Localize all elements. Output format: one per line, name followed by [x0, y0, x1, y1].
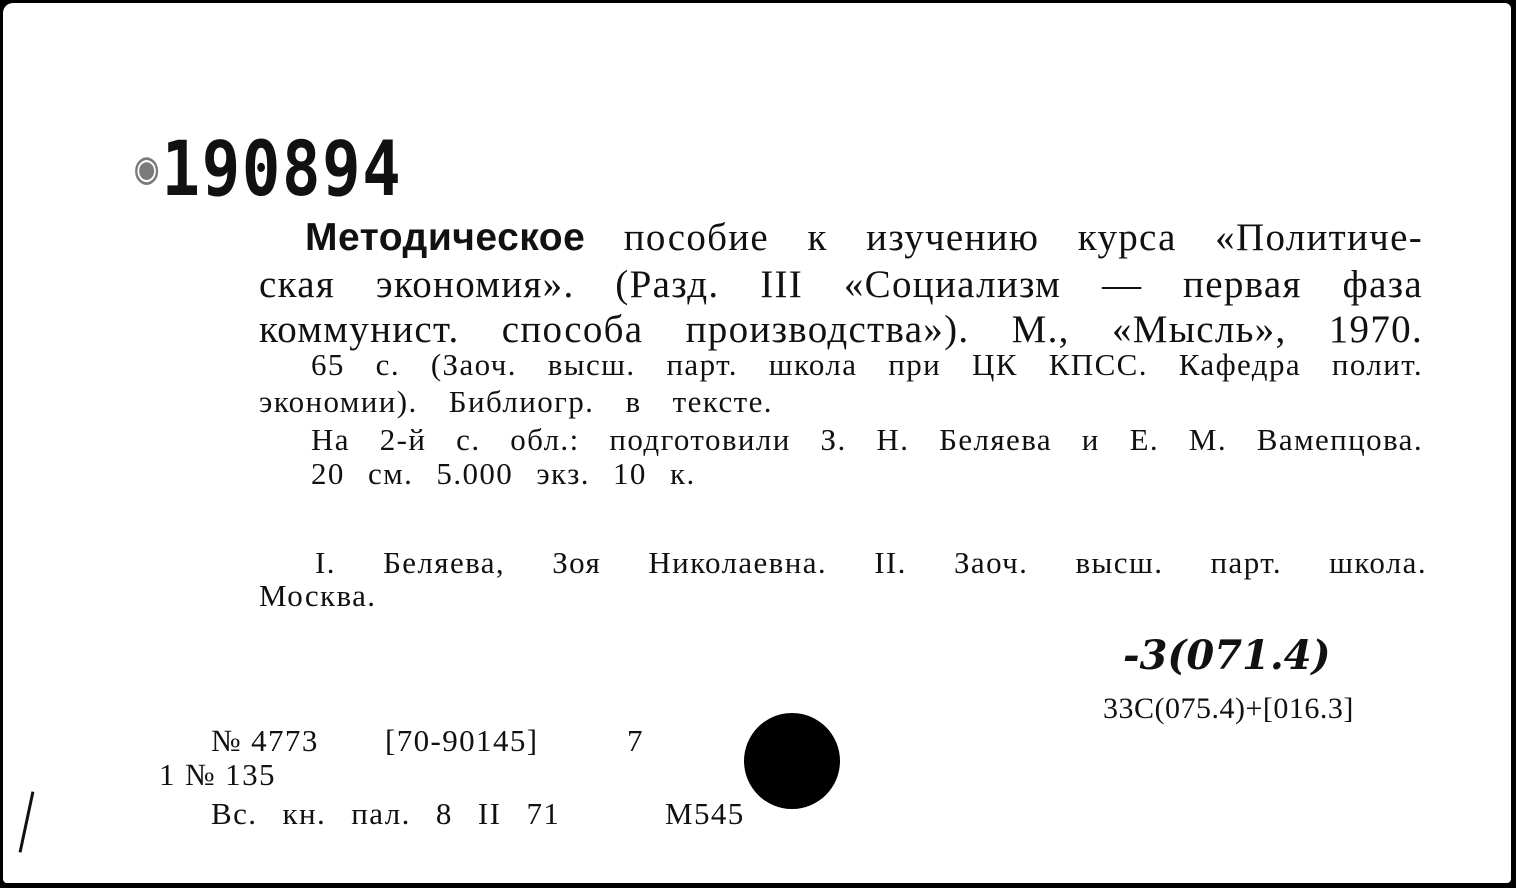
catalog-card	[3, 3, 1511, 883]
handwritten-classification: -3(071.4)	[1123, 632, 1331, 679]
title-line-1	[305, 218, 1423, 257]
copy-count: 7	[627, 723, 644, 758]
notes-line-1: На 2-й с. обл.: подготовили З. Н. Беляева и Е. М. Вамепцова.	[311, 422, 1423, 457]
accession-stamp	[135, 124, 403, 213]
stamp-mark-icon: ◉	[135, 140, 159, 194]
collation-line-2: экономии). Библиогр. в тексте.	[259, 384, 773, 419]
title-line-3: коммунист. способа производства»). М., «Мысль», 1970.	[259, 308, 1423, 351]
title-first-word: Методическое	[305, 216, 586, 259]
tracings-line-1: I. Беляева, Зоя Николаевна. II. Заоч. высш. парт. школа.	[315, 545, 1427, 580]
accession-number: 190894	[161, 124, 403, 213]
tracings-line-2: Москва.	[259, 578, 377, 613]
pencil-slash-mark	[19, 791, 35, 852]
collation-line-1: 65 с. (Заоч. высш. парт. школа при ЦК КПСС. Кафедра полит.	[311, 347, 1423, 382]
classification-code: 33С(075.4)+[016.3]	[1103, 692, 1354, 725]
title-line-2: ская экономия». (Разд. III «Социализм — первая фаза	[259, 263, 1423, 306]
printing-code: М545	[665, 796, 745, 831]
series-line: 1 № 135	[159, 757, 276, 792]
order-code: [70-90145]	[385, 723, 539, 758]
punch-hole-icon	[744, 713, 840, 809]
title-line-1-rest: пособие к изучению курса «Политиче-	[585, 216, 1423, 259]
book-chamber-line: Вс. кн. пал. 8 II 71	[211, 796, 561, 831]
order-number: № 4773	[211, 723, 319, 758]
notes-line-2: 20 см. 5.000 экз. 10 к.	[311, 456, 696, 491]
